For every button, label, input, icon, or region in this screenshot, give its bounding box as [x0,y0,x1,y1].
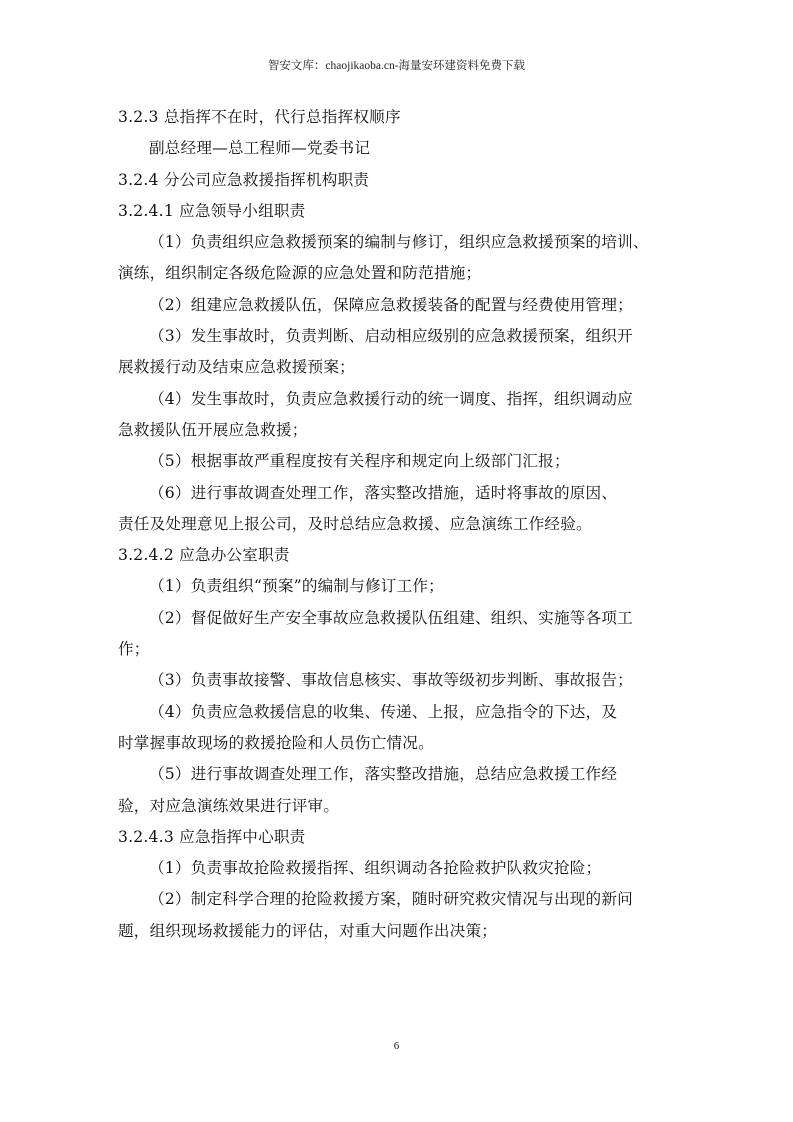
paragraph-line: 副总经理—总工程师—党委书记 [149,139,371,158]
paragraph-line: 题，组织现场救援能力的评估，对重大问题作出决策； [118,921,498,940]
section-heading-3-2-4: 3.2.4 分公司应急救援指挥机构职责 [118,170,370,189]
paragraph-line: 责任及处理意见上报公司，及时总结应急救援、应急演练工作经验。 [118,514,592,533]
document-body [118,102,748,947]
paragraph-line: （2）督促做好生产安全事故应急救援队伍组建、组织、实施等各项工 [149,608,633,627]
paragraph-line: 验，对应急演练效果进行评审。 [118,796,340,815]
paragraph-line: （4）发生事故时，负责应急救援行动的统一调度、指挥，组织调动应 [149,389,633,408]
paragraph-line: （5）根据事故严重程度按有关程序和规定向上级部门汇报； [149,452,570,471]
paragraph-line: 急救援队伍开展应急救援； [118,420,308,439]
paragraph-line: 作； [118,640,150,659]
section-heading-3-2-4-3: 3.2.4.3 应急指挥中心职责 [118,827,306,846]
paragraph-line: （1）负责组织“预案”的编制与修订工作； [149,577,444,596]
paragraph-line: （4）负责应急救援信息的收集、传递、上报，应急指令的下达，及 [149,702,618,721]
paragraph-line: （2）制定科学合理的抢险救援方案，随时研究救灾情况与出现的新问 [149,890,633,909]
paragraph-line: （5）进行事故调查处理工作，落实整改措施，总结应急救援工作经 [149,765,618,784]
section-heading-3-2-4-1: 3.2.4.1 应急领导小组职责 [118,201,306,220]
paragraph-line: 演练，组织制定各级危险源的应急处置和防范措施； [118,264,482,283]
page-number: 6 [393,1040,400,1052]
paragraph-line: 展救援行动及结束应急救援预案； [118,358,355,377]
paragraph-line: （1）负责组织应急救援预案的编制与修订，组织应急救援预案的培训、 [149,233,649,252]
paragraph-line: （3）负责事故接警、事故信息核实、事故等级初步判断、事故报告； [149,671,633,690]
paragraph-line: 时掌握事故现场的救援抢险和人员伤亡情况。 [118,733,434,752]
section-heading-3-2-3: 3.2.3 总指挥不在时，代行总指挥权顺序 [118,108,401,126]
paragraph-line: （6）进行事故调查处理工作，落实整改措施，适时将事故的原因、 [149,483,618,502]
paragraph-line: （1）负责事故抢险救援指挥、组织调动各抢险救护队救灾抢险； [149,859,602,878]
paragraph-line: （3）发生事故时，负责判断、启动相应级别的应急救援预案，组织开 [149,327,633,346]
paragraph-line: （2）组建应急救援队伍，保障应急救援装备的配置与经费使用管理； [149,295,633,314]
section-heading-3-2-4-2: 3.2.4.2 应急办公室职责 [118,546,290,565]
page-header: 智安文库：chaojikaoba.cn-海量安环建资料免费下载 [267,60,526,72]
